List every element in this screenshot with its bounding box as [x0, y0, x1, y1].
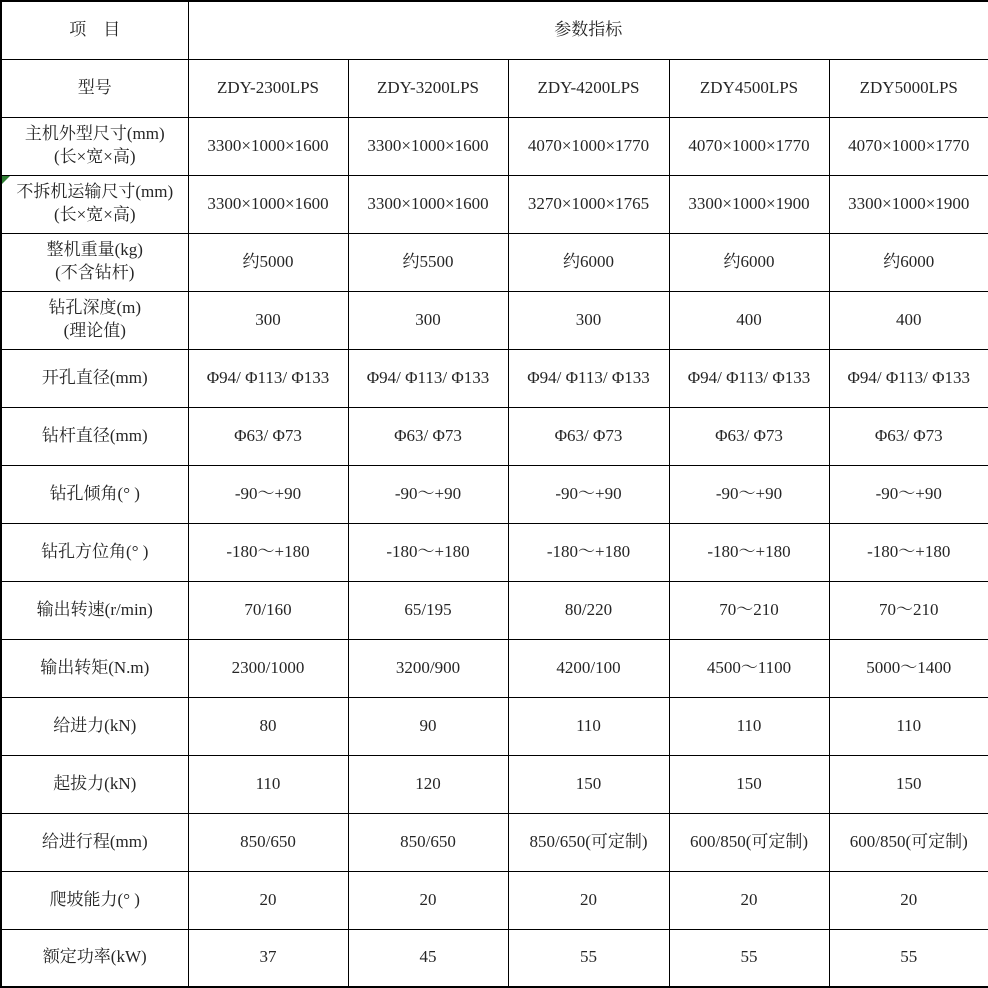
value-cell: 110 [188, 755, 348, 813]
model-value-cell: ZDY5000LPS [829, 59, 988, 117]
row-label-cell [1, 117, 188, 175]
value-cell: 20 [188, 871, 348, 929]
table-row [1, 233, 988, 291]
table-row [1, 523, 988, 581]
table-row [1, 349, 988, 407]
row-label-cell [1, 697, 188, 755]
value-cell: 65/195 [348, 581, 508, 639]
value-cell: 400 [669, 291, 829, 349]
value-cell: 850/650 [188, 813, 348, 871]
value-cell: 4500～1100 [669, 639, 829, 697]
value-cell: 80/220 [508, 581, 669, 639]
value-cell: -90～+90 [508, 465, 669, 523]
row-label-cell [1, 929, 188, 987]
row-label: 整机重量(kg) [46, 240, 143, 260]
row-label-cell [1, 407, 188, 465]
row-label-cell [1, 175, 188, 233]
model-row [1, 59, 988, 117]
model-value-cell: ZDY4500LPS [669, 59, 829, 117]
value-cell: 55 [829, 929, 988, 987]
value-cell: Φ94/ Φ113/ Φ133 [829, 349, 988, 407]
value-cell: 2300/1000 [188, 639, 348, 697]
row-label: 给进力(kN) [53, 715, 137, 735]
row-label: 钻孔方位角(° ) [41, 541, 149, 561]
table-row [1, 407, 988, 465]
row-label: 钻孔深度(m) [48, 298, 142, 318]
row-label-cell [1, 465, 188, 523]
row-label: 开孔直径(mm) [41, 367, 148, 387]
table-row [1, 581, 988, 639]
value-cell: 600/850(可定制) [669, 813, 829, 871]
value-cell: 4200/100 [508, 639, 669, 697]
row-label: 爬坡能力(° ) [49, 889, 140, 909]
value-cell: 20 [348, 871, 508, 929]
value-cell: 400 [829, 291, 988, 349]
table-row [1, 929, 988, 987]
row-sublabel: (不含钻杆) [55, 263, 135, 282]
value-cell: Φ63/ Φ73 [348, 407, 508, 465]
value-cell: 150 [669, 755, 829, 813]
row-label: 给进行程(mm) [41, 831, 148, 851]
value-cell: 70/160 [188, 581, 348, 639]
row-sublabel: (理论值) [63, 321, 126, 340]
value-cell: 110 [669, 697, 829, 755]
value-cell: 3270×1000×1765 [508, 175, 669, 233]
value-cell: 120 [348, 755, 508, 813]
spec-table-body [1, 1, 988, 987]
row-label-cell [1, 813, 188, 871]
value-cell: 3300×1000×1900 [829, 175, 988, 233]
value-cell: -180～+180 [669, 523, 829, 581]
model-value-cell: ZDY-3200LPS [348, 59, 508, 117]
table-row [1, 117, 988, 175]
value-cell: 4070×1000×1770 [829, 117, 988, 175]
value-cell: 300 [348, 291, 508, 349]
value-cell: 150 [829, 755, 988, 813]
value-cell: Φ63/ Φ73 [188, 407, 348, 465]
value-cell: 3300×1000×1600 [348, 117, 508, 175]
value-cell: 5000～1400 [829, 639, 988, 697]
value-cell: 20 [829, 871, 988, 929]
row-label-cell [1, 233, 188, 291]
table-row [1, 871, 988, 929]
value-cell: -180～+180 [508, 523, 669, 581]
value-cell: 3200/900 [348, 639, 508, 697]
header-row [1, 1, 988, 59]
table-row [1, 813, 988, 871]
value-cell: 3300×1000×1900 [669, 175, 829, 233]
value-cell: Φ94/ Φ113/ Φ133 [188, 349, 348, 407]
value-cell: 约6000 [829, 233, 988, 291]
value-cell: 3300×1000×1600 [188, 117, 348, 175]
value-cell: 80 [188, 697, 348, 755]
value-cell: 300 [508, 291, 669, 349]
table-row [1, 755, 988, 813]
table-row [1, 465, 988, 523]
value-cell: 110 [829, 697, 988, 755]
row-label: 输出转矩(N.m) [40, 657, 150, 677]
value-cell: 约6000 [508, 233, 669, 291]
table-row [1, 291, 988, 349]
row-label: 钻杆直径(mm) [41, 425, 148, 445]
row-label: 额定功率(kW) [42, 947, 147, 967]
row-label-cell [1, 349, 188, 407]
model-row-label: 型号 [1, 59, 188, 117]
value-cell: 600/850(可定制) [829, 813, 988, 871]
row-label-cell [1, 291, 188, 349]
value-cell: -90～+90 [669, 465, 829, 523]
model-value-cell: ZDY-2300LPS [188, 59, 348, 117]
row-label-cell [1, 639, 188, 697]
value-cell: 3300×1000×1600 [348, 175, 508, 233]
value-cell: Φ63/ Φ73 [508, 407, 669, 465]
value-cell: 20 [508, 871, 669, 929]
row-label: 输出转速(r/min) [36, 599, 153, 619]
params-header-cell: 参数指标 [188, 1, 988, 59]
row-label-cell [1, 871, 188, 929]
value-cell: -90～+90 [188, 465, 348, 523]
row-label: 钻孔倾角(° ) [49, 483, 140, 503]
value-cell: 850/650 [348, 813, 508, 871]
value-cell: -180～+180 [348, 523, 508, 581]
value-cell: 45 [348, 929, 508, 987]
value-cell: Φ63/ Φ73 [829, 407, 988, 465]
value-cell: Φ94/ Φ113/ Φ133 [348, 349, 508, 407]
value-cell: Φ94/ Φ113/ Φ133 [508, 349, 669, 407]
row-label-cell [1, 755, 188, 813]
row-label: 不拆机运输尺寸(mm) [16, 182, 174, 202]
value-cell: Φ63/ Φ73 [669, 407, 829, 465]
value-cell: -180～+180 [829, 523, 988, 581]
row-sublabel: (长×宽×高) [54, 205, 136, 224]
row-label-cell [1, 581, 188, 639]
value-cell: 20 [669, 871, 829, 929]
value-cell: 约5000 [188, 233, 348, 291]
value-cell: 约5500 [348, 233, 508, 291]
table-row [1, 639, 988, 697]
value-cell: -180～+180 [188, 523, 348, 581]
value-cell: 55 [508, 929, 669, 987]
model-value-cell: ZDY-4200LPS [508, 59, 669, 117]
value-cell: -90～+90 [348, 465, 508, 523]
value-cell: 110 [508, 697, 669, 755]
value-cell: 850/650(可定制) [508, 813, 669, 871]
value-cell: 37 [188, 929, 348, 987]
value-cell: 3300×1000×1600 [188, 175, 348, 233]
value-cell: 4070×1000×1770 [508, 117, 669, 175]
value-cell: 70～210 [829, 581, 988, 639]
value-cell: 90 [348, 697, 508, 755]
value-cell: 4070×1000×1770 [669, 117, 829, 175]
item-header-cell: 项 目 [1, 1, 188, 59]
value-cell: Φ94/ Φ113/ Φ133 [669, 349, 829, 407]
row-label: 起拔力(kN) [53, 773, 137, 793]
table-row [1, 175, 988, 233]
row-label-cell [1, 523, 188, 581]
row-sublabel: (长×宽×高) [54, 147, 136, 166]
value-cell: 300 [188, 291, 348, 349]
value-cell: -90～+90 [829, 465, 988, 523]
table-row [1, 697, 988, 755]
value-cell: 70～210 [669, 581, 829, 639]
value-cell: 150 [508, 755, 669, 813]
cell-corner-marker [2, 176, 10, 184]
value-cell: 约6000 [669, 233, 829, 291]
row-label: 主机外型尺寸(mm) [24, 124, 165, 144]
value-cell: 55 [669, 929, 829, 987]
